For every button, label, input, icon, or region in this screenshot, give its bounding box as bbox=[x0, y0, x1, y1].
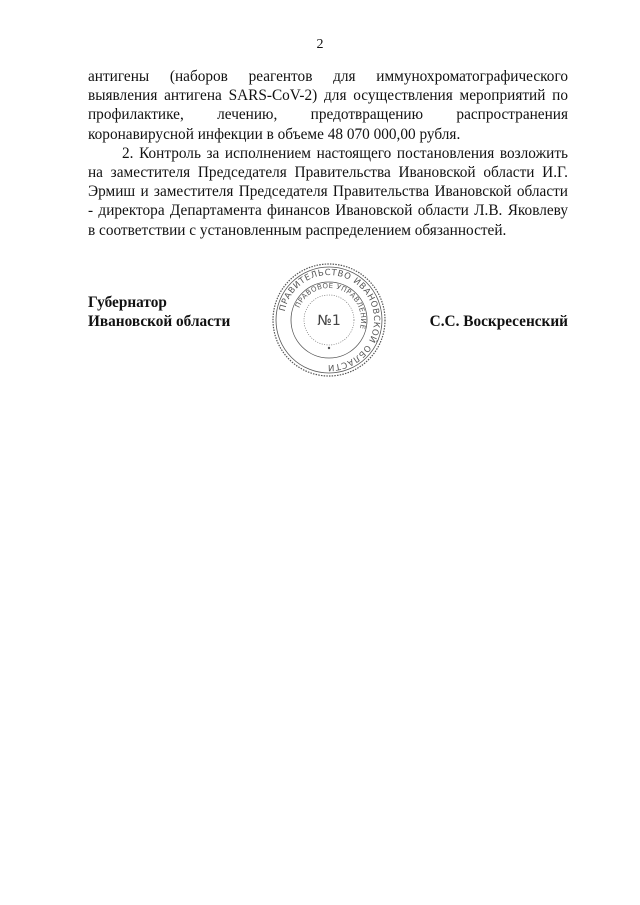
document-body bbox=[88, 67, 568, 240]
page-number: 2 bbox=[316, 37, 324, 52]
official-seal-graphic bbox=[271, 262, 387, 378]
seal-center-text: №1 bbox=[317, 313, 341, 329]
official-seal bbox=[271, 262, 387, 378]
signatory-title-line-2: Ивановской области bbox=[88, 312, 231, 330]
paragraph-1: антигены (наборов реагентов для иммунохроматографического выявления антигена SARS-CoV-2) для осуществления мероприятий по профилактике, лечению, предотвращению распространения коронавирусной инфекции в объеме 48 070 000,00 рубля. bbox=[88, 68, 568, 143]
signatory-title-line-1: Губернатор bbox=[88, 294, 167, 311]
paragraph-2: 2. Контроль за исполнением настоящего постановления возложить на заместителя Председателя Правительства Ивановской области И.Г. Эрмиш и заместителя Председателя Правительства Ивановской области - директора Департамента финансов Ивановской области Л.В. Яковлеву в соответствии с установленным распределением обязанностей. bbox=[88, 144, 568, 239]
seal-inner-text: ПРАВОВОЕ УПРАВЛЕНИЕ bbox=[293, 281, 368, 331]
signatory-name: С.С. Воскресенский bbox=[429, 312, 568, 330]
signatory-title bbox=[88, 294, 230, 331]
seal-outer-text: ПРАВИТЕЛЬСТВО ИВАНОВСКОЙ ОБЛАСТИ bbox=[277, 267, 382, 373]
